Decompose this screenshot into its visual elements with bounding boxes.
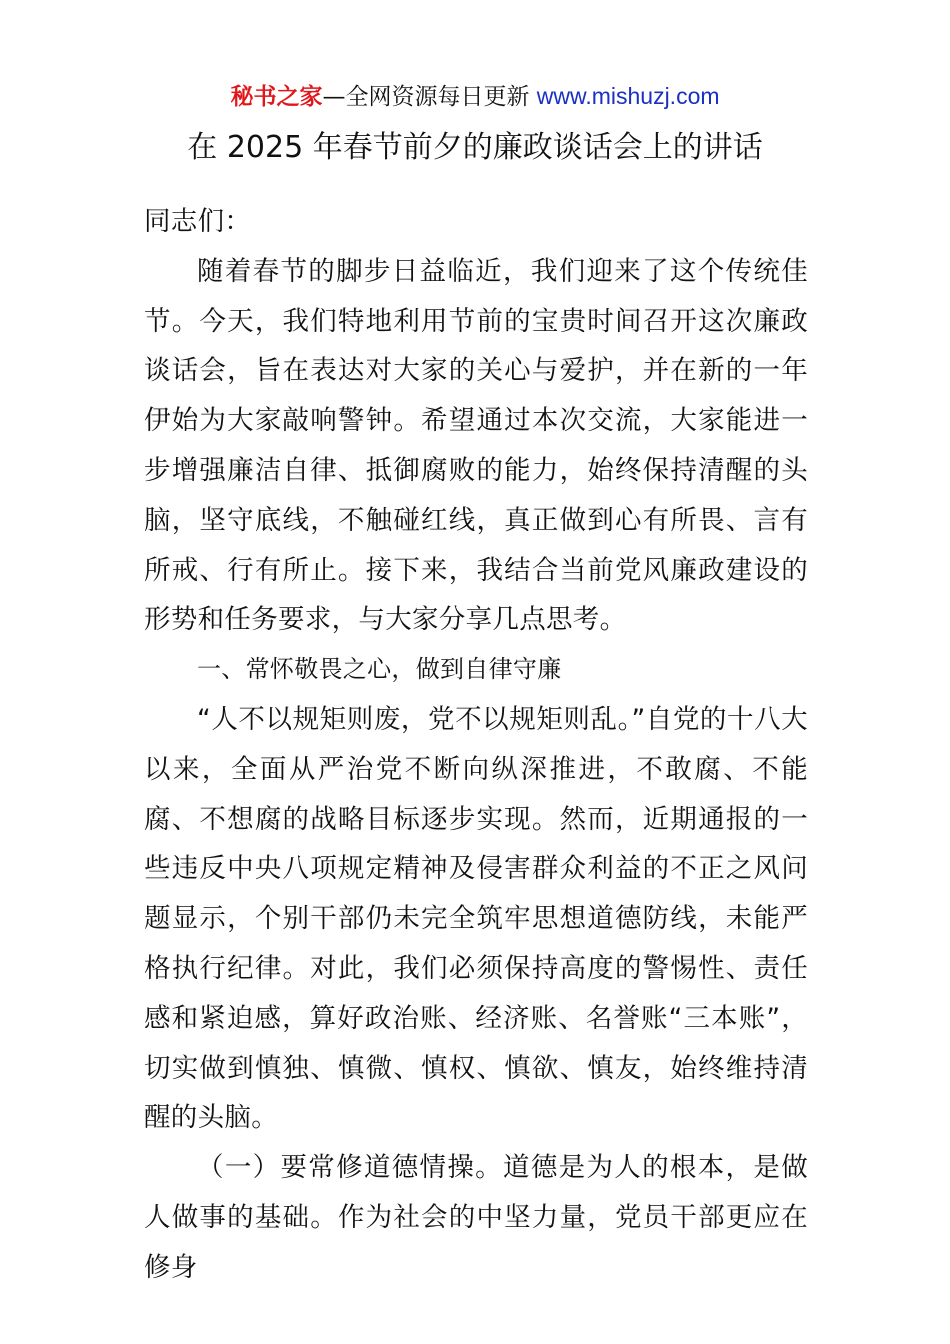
document-body xyxy=(144,197,808,1293)
site-header xyxy=(0,78,950,115)
paragraph-subsection-one: （一）要常修道德情操。道德是为人的根本，是做人做事的基础。作为社会的中坚力量，党员干部更应在修身 xyxy=(144,1152,808,1283)
document-title: 在 2025 年春节前夕的廉政谈话会上的讲话 xyxy=(187,130,763,165)
salutation: 同志们： xyxy=(144,206,252,237)
paragraph-intro: 随着春节的脚步日益临近，我们迎来了这个传统佳节。今天，我们特地利用节前的宝贵时间召开这次廉政谈话会，旨在表达对大家的关心与爱护，并在新的一年伊始为大家敲响警钟。希望通过本次交流，大家能进一步增强廉洁自律、抵御腐败的能力，始终保持清醒的头脑，坚守底线，不触碰红线，真正做到心有所畏、言有所戒、行有所止。接下来，我结合当前党风廉政建设的形势和任务要求，与大家分享几点思考。 xyxy=(144,255,808,636)
paragraph-discipline: “人不以规矩则废，党不以规矩则乱。”自党的十八大以来，全面从严治党不断向纵深推进，不敢腐、不能腐、不想腐的战略目标逐步实现。然而，近期通报的一些违反中央八项规定精神及侵害群众利益的不正之风问题显示，个别干部仍未完全筑牢思想道德防线，未能严格执行纪律。对此，我们必须保持高度的警惕性、责任感和紧迫感，算好政治账、经济账、名誉账“三本账”，切实做到慎独、慎微、慎权、慎欲、慎友，始终维持清醒的头脑。 xyxy=(144,703,808,1134)
site-brand: 秘书之家 xyxy=(230,84,323,110)
site-url-link[interactable]: www.mishuzj.com xyxy=(536,83,720,109)
section-heading-one: 一、常怀敬畏之心，做到自律守廉 xyxy=(197,655,562,684)
site-tagline: —全网资源每日更新 xyxy=(322,84,537,110)
